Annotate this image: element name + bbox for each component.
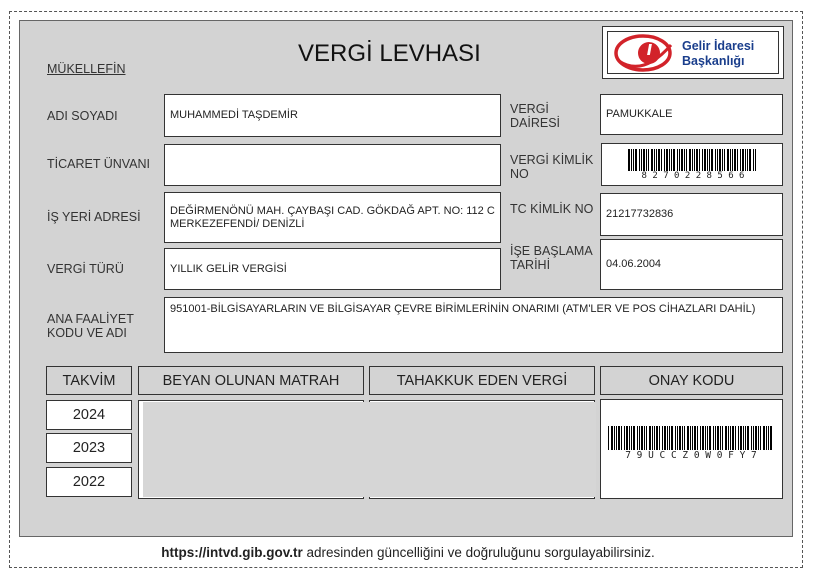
verification-url[interactable]: https://intvd.gib.gov.tr [161,545,303,560]
barcode-bar [624,426,625,450]
barcode-bar [732,149,733,171]
barcode-bar [740,149,741,171]
onay-kodu-text: 7 9 U C C Z 0 W 0 F Y 7 [625,450,757,461]
barcode-bar [651,149,653,171]
barcode-bar [646,426,647,450]
header-tahakkuk-vergi: TAHAKKUK EDEN VERGİ [369,366,595,395]
vergi-kimlik-label-line-1: VERGİ KİMLİK [510,153,594,167]
verification-text: adresinden güncelliğini ve doğruluğunu sorgulayabilirsiniz. [302,545,655,560]
barcode-bar [700,426,701,450]
vergi-dairesi-value: PAMUKKALE [600,94,783,135]
barcode-bar [713,426,714,450]
header-takvim: TAKVİM [46,366,132,395]
barcode-bar [654,149,655,171]
barcode-bar [659,426,660,450]
barcode-bar [747,426,749,450]
barcode-bar [719,149,721,171]
barcode-bar [755,149,756,171]
barcode-bar [749,149,751,171]
barcode-bar [684,426,685,450]
barcode-bar [644,426,645,450]
vergi-kimlik-label-line-2: NO [510,167,529,181]
barcode-bar [753,149,754,171]
barcode-bar [681,149,683,171]
barcode-bar [675,426,676,450]
barcode-bar [753,426,754,450]
barcode-bar [745,149,746,171]
ana-faaliyet-label-line-1: ANA FAALİYET [47,312,134,326]
barcode-bar [671,149,672,171]
barcode-bar [637,426,638,450]
barcode-bar [743,426,744,450]
vergi-turu-value: YILLIK GELİR VERGİSİ [164,248,501,290]
logo-frame [607,31,779,74]
barcode-bar [727,149,729,171]
barcode-bar [643,149,645,171]
barcode-bar [742,149,744,171]
barcode-bar [641,149,642,171]
vergi-turu-label: VERGİ TÜRÜ [47,262,124,276]
barcode-bar [709,149,710,171]
barcode-bar [667,426,668,450]
barcode-bar [722,149,723,171]
barcode-bar [656,426,658,450]
barcode-bar [696,149,698,171]
barcode-bar [673,149,675,171]
barcode-bar [652,426,653,450]
header-onay-kodu: ONAY KODU [600,366,783,395]
adi-soyadi-value: MUHAMMEDİ TAŞDEMİR [164,94,501,137]
barcode-bar [707,426,708,450]
ticaret-unvani-value [164,144,501,186]
barcode-bar [707,149,708,171]
barcode-bar [768,426,769,450]
barcode-bar [717,426,719,450]
year-row-2024: 2024 [46,400,132,430]
logo-text [682,39,754,69]
barcode-bar [763,426,765,450]
barcode-bar [725,426,727,450]
barcode-bar [730,426,731,450]
barcode-bar [616,426,617,450]
barcode-bar [628,149,630,171]
barcode-bar [745,426,746,450]
barcode-bar [692,426,693,450]
barcode-bar [728,426,729,450]
vergi-dairesi-label-line-2: DAİRESİ [510,116,561,130]
adi-soyadi-label: ADI SOYADI [47,109,118,123]
barcode-bar [629,426,630,450]
barcode-bar [755,426,757,450]
barcode-bar [734,149,736,171]
vergi-kimlik-label [510,153,593,181]
barcode-bar [715,149,716,171]
barcode-bar [669,426,670,450]
onay-kodu-box [600,399,783,499]
barcode-bar [639,149,640,171]
ticaret-unvani-label: TİCARET ÜNVANI [47,157,151,171]
barcode-bar [649,426,651,450]
barcode-bar [740,426,742,450]
barcode-bar [639,426,640,450]
barcode-bar [633,149,634,171]
barcode-bar [715,426,716,450]
ana-faaliyet-label-line-2: KODU VE ADI [47,326,127,340]
barcode-bar [666,149,668,171]
barcode-bar [724,149,725,171]
barcode-bar [694,149,695,171]
barcode-bar [722,426,723,450]
barcode-bar [682,426,683,450]
section-label: MÜKELLEFİN [47,62,126,76]
gib-logo [602,26,784,79]
barcode-bar [677,426,678,450]
barcode-bar [699,149,700,171]
barcode-bar [679,426,681,450]
vergi-kimlik-barcode-box [601,143,783,186]
barcode-bar [735,426,736,450]
onay-kodu-barcode [608,426,774,450]
barcode-bar [679,149,680,171]
barcode-bar [697,426,698,450]
barcode-bar [702,426,704,450]
barcode-bar [687,426,689,450]
barcode-bar [641,426,643,450]
barcode-bar [631,426,632,450]
barcode-bar [747,149,748,171]
vergi-kimlik-digits: 8 2 7 0 2 2 8 5 6 6 [641,171,745,181]
barcode-bar [758,426,759,450]
barcode-bar [669,149,670,171]
barcode-bar [618,426,620,450]
page-title: VERGİ LEVHASI [298,40,481,67]
ise-baslama-label-line-2: TARİHİ [510,258,551,272]
barcode-bar [737,149,738,171]
barcode-bar [711,149,713,171]
barcode-bar [611,426,613,450]
barcode-bar [732,426,734,450]
barcode-bar [704,149,706,171]
logo-line-2: Başkanlığı [682,54,745,68]
barcode-bar [648,149,649,171]
barcode-bar [760,426,761,450]
barcode-bar [686,149,687,171]
barcode-bar [690,426,691,450]
barcode-bar [631,149,632,171]
barcode-bar [684,149,685,171]
ise-baslama-label-line-1: İŞE BAŞLAMA [510,244,593,258]
barcode-bar [709,426,711,450]
barcode-bar [635,149,637,171]
barcode-bar [662,426,663,450]
barcode-bar [646,149,647,171]
redacted-amounts [143,402,596,497]
tc-kimlik-label: TC KİMLİK NO [510,202,594,216]
logo-glyph: i [646,38,653,60]
barcode-bar [626,426,628,450]
vergi-kimlik-barcode [628,149,758,171]
barcode-bar [608,426,609,450]
barcode-bar [694,426,696,450]
barcode-bar [656,149,657,171]
barcode-bar [664,426,666,450]
barcode-bar [664,149,665,171]
barcode-bar [661,149,662,171]
barcode-bar [766,426,767,450]
barcode-bar [738,426,739,450]
barcode-bar [689,149,691,171]
barcode-bar [671,426,673,450]
logo-line-1: Gelir İdaresi [682,39,755,53]
barcode-bar [621,426,622,450]
barcode-bar [720,426,721,450]
year-row-2023: 2023 [46,433,132,463]
tc-kimlik-value: 21217732836 [600,193,783,236]
ana-faaliyet-label [47,312,134,340]
header-beyan-matrah: BEYAN OLUNAN MATRAH [138,366,364,395]
barcode-bar [692,149,693,171]
ise-baslama-label [510,244,593,272]
barcode-bar [717,149,718,171]
barcode-bar [702,149,703,171]
barcode-bar [658,149,660,171]
year-row-2022: 2022 [46,467,132,497]
is-yeri-adresi-value: DEĞİRMENÖNÜ MAH. ÇAYBAŞI CAD. GÖKDAĞ APT. NO: 112 C MERKEZEFENDİ/ DENİZLİ [164,192,501,243]
barcode-bar [730,149,731,171]
barcode-bar [677,149,678,171]
barcode-bar [770,426,772,450]
ana-faaliyet-value: 951001-BİLGİSAYARLARIN VE BİLGİSAYAR ÇEVRE BİRİMLERİNİN ONARIMI (ATM'LER VE POS CİHAZLARI DAHİL) [164,297,783,353]
ise-baslama-value: 04.06.2004 [600,239,783,290]
vergi-dairesi-label-line-1: VERGİ [510,102,549,116]
barcode-bar [614,426,615,450]
barcode-bar [654,426,655,450]
barcode-bar [705,426,706,450]
barcode-bar [633,426,635,450]
vergi-dairesi-label [510,102,560,130]
is-yeri-adresi-label: İŞ YERİ ADRESİ [47,210,141,224]
barcode-bar [751,426,752,450]
verification-note [0,545,816,560]
